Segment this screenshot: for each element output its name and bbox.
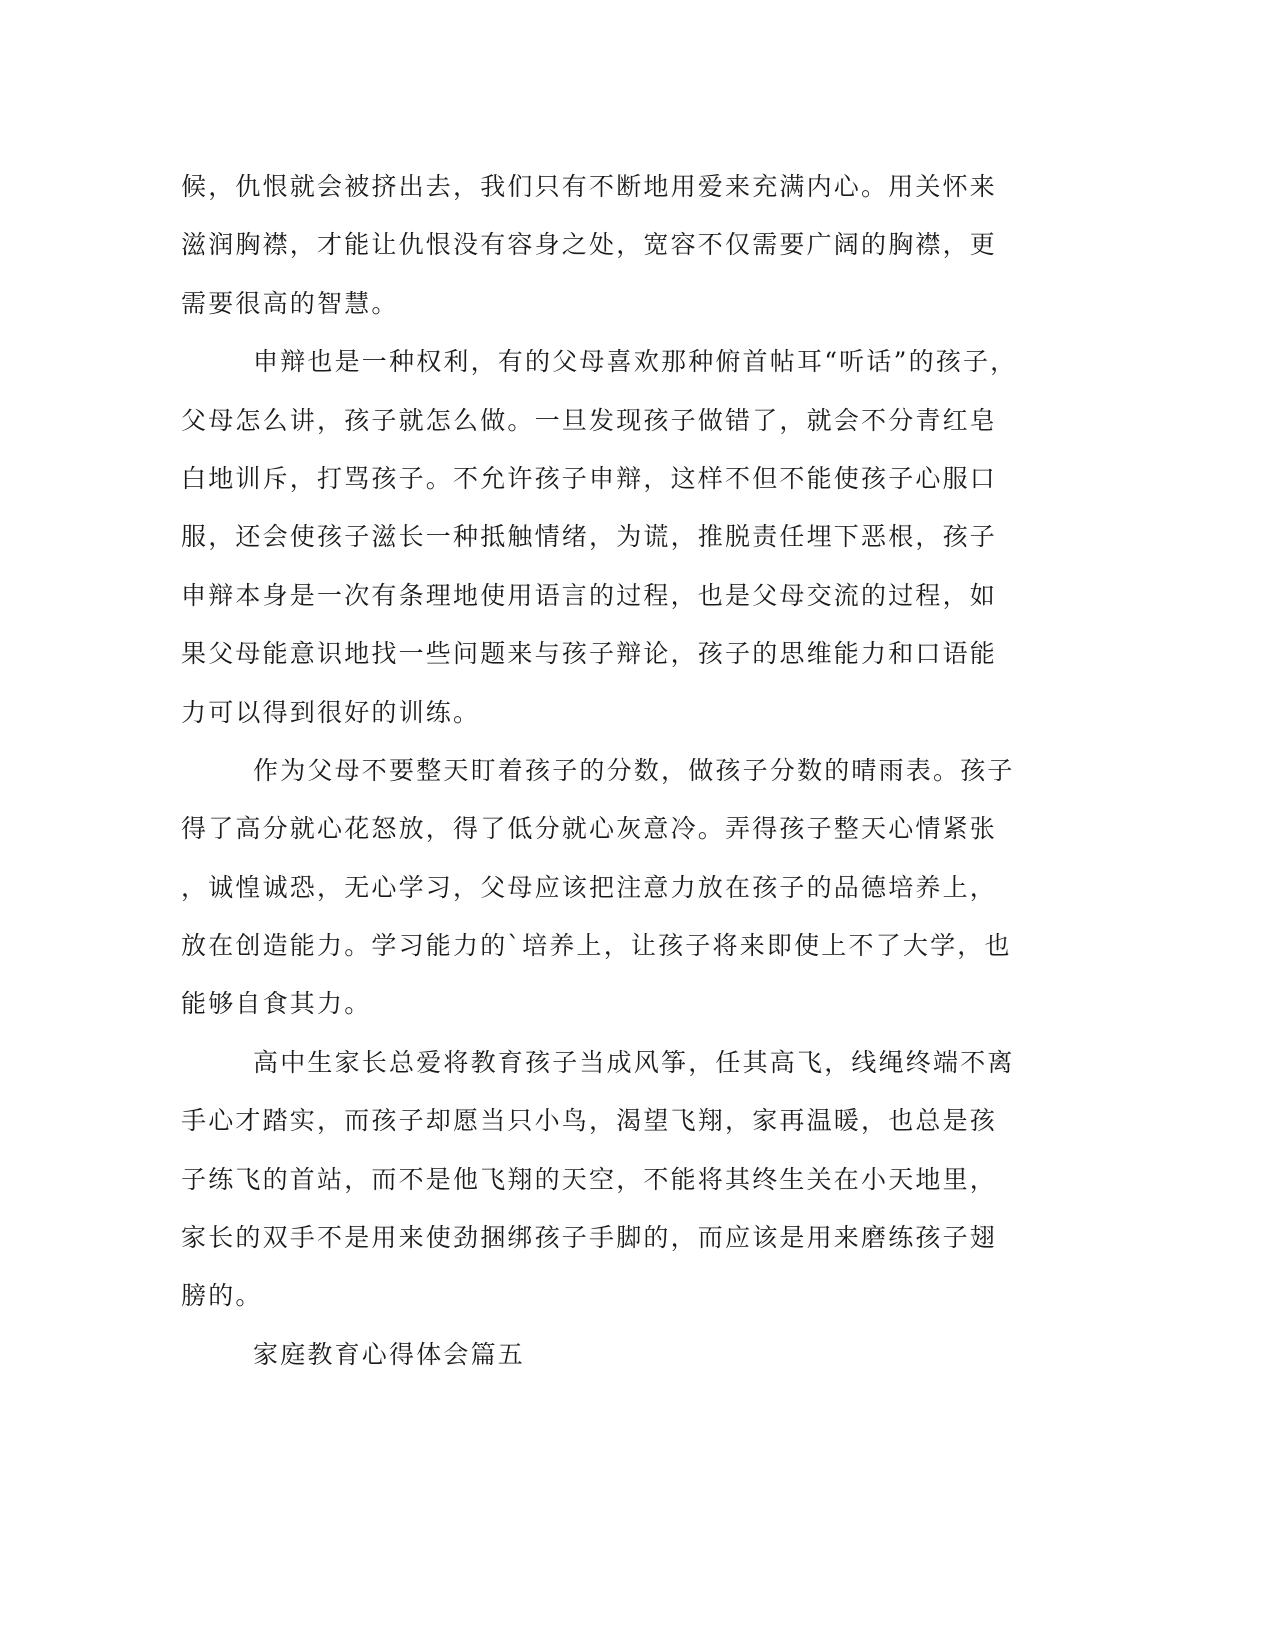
paragraph-line: 作为父母不要整天盯着孩子的分数，做孩子分数的晴雨表。孩子 — [253, 755, 1015, 785]
paragraph-line: 子练飞的首站，而不是他飞翔的天空，不能将其终生关在小天地里， — [181, 1164, 998, 1194]
paragraph-line: 手心才踏实，而孩子却愿当只小鸟，渴望飞翔，家再温暖，也总是孩 — [181, 1106, 998, 1136]
paragraph-line: 服，还会使孩子滋长一种抵触情绪，为谎，推脱责任埋下恶根，孩子 — [181, 522, 998, 552]
paragraph-line: 膀的。 — [181, 1281, 263, 1311]
paragraph-line: 候，仇恨就会被挤出去，我们只有不断地用爱来充满内心。用关怀来 — [181, 172, 998, 201]
paragraph-line: 能够自食其力。 — [181, 989, 372, 1019]
paragraph-line: ，诚惶诚恐，无心学习，父母应该把注意力放在孩子的品德培养上， — [181, 872, 998, 902]
paragraph-line: 果父母能意识地找一些问题来与孩子辩论，孩子的思维能力和口语能 — [181, 639, 998, 669]
paragraph-2 — [181, 333, 1031, 742]
paragraph-line: 滋润胸襟，才能让仇恨没有容身之处，宽容不仅需要广阔的胸襟，更 — [181, 230, 998, 260]
paragraph-3 — [181, 742, 1031, 1034]
paragraph-line: 申辩本身是一次有条理地使用语言的过程，也是父母交流的过程，如 — [181, 580, 998, 610]
paragraph-line: 家长的双手不是用来使劲捆绑孩子手脚的，而应该是用来磨练孩子翅 — [181, 1223, 998, 1253]
paragraph-line: 力可以得到很好的训练。 — [181, 697, 481, 727]
document-body — [181, 158, 1031, 1384]
paragraph-line: 申辩也是一种权利，有的父母喜欢那种俯首帖耳“听话”的孩子， — [253, 347, 1018, 377]
paragraph-line: 高中生家长总爱将教育孩子当成风筝，任其高飞，线绳终端不离 — [253, 1047, 1015, 1077]
paragraph-line: 得了高分就心花怒放，得了低分就心灰意冷。弄得孩子整天心情紧张 — [181, 814, 998, 844]
paragraph-line: 需要很高的智慧。 — [181, 288, 399, 318]
paragraph-line: 父母怎么讲，孩子就怎么做。一旦发现孩子做错了，就会不分青红皂 — [181, 405, 998, 435]
paragraph-line: 放在创造能力。学习能力的`培养上，让孩子将来即使上不了大学，也 — [181, 931, 1012, 961]
paragraph-line: 白地训斥，打骂孩子。不允许孩子申辩，这样不但不能使孩子心服口 — [181, 463, 998, 493]
section-heading: 家庭教育心得体会篇五 — [253, 1339, 526, 1369]
paragraph-1 — [181, 158, 1031, 333]
paragraph-4 — [181, 1034, 1031, 1326]
